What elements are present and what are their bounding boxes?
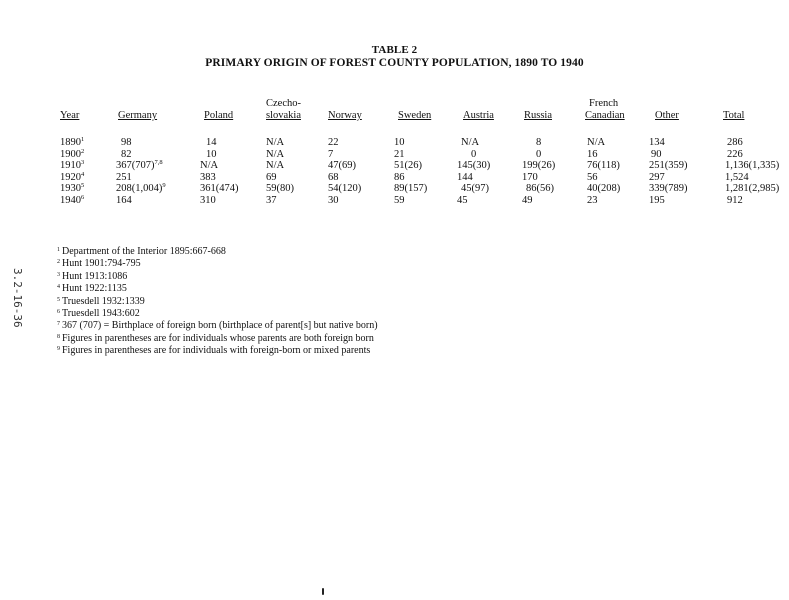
cell-austria: 45(97) (461, 183, 489, 195)
table-row (60, 137, 787, 149)
table-subtitle: PRIMARY ORIGIN OF FOREST COUNTY POPULATION, 1890 TO 1940 (205, 57, 584, 69)
cell-french-canadian: 76(118) (587, 160, 620, 172)
cell-sweden: 86 (394, 171, 405, 183)
cell-sweden: 51(26) (394, 160, 422, 172)
col-header-total: Total (723, 110, 745, 121)
cell-poland: 14 (206, 137, 217, 148)
cell-sweden: 21 (394, 148, 405, 160)
cell-germany: $367(707)^{7,8}$ (116, 159, 163, 172)
cell-french-canadian: N/A (587, 137, 606, 148)
margin-page-code: 3.2-16-36 (11, 268, 24, 328)
col-header-russia: Russia (524, 110, 553, 121)
cell-norway: 22 (328, 137, 339, 148)
cell-french-canadian: 16 (587, 148, 598, 160)
cell-other: 339(789) (649, 183, 688, 195)
scan-mark (322, 588, 324, 595)
table-header-row (60, 94, 787, 125)
cell-total: 1,281(2,985) (725, 183, 780, 195)
cell-austria: 45 (457, 194, 468, 206)
table-row (60, 195, 787, 207)
table-title: TABLE 2 (371, 44, 418, 56)
cell-total: 286 (727, 137, 743, 148)
cell-germany: 251 (116, 171, 132, 183)
cell-norway: 54(120) (328, 183, 362, 195)
germany-footnote-ref: 7,8 (154, 159, 163, 167)
footnote: $^7$ 367 (707) = Birthplace of foreign born (birthplace of parent[s] but native born) (57, 320, 378, 332)
cell-germany: 98 (121, 137, 132, 148)
footnote: $^9$ Figures in parentheses are for individuals with foreign-born or mixed parents (57, 345, 371, 357)
cell-french-canadian: 40(208) (587, 183, 621, 195)
cell-poland: 10 (206, 148, 217, 160)
footnote: $^3$ Hunt 1913:1086 (57, 270, 128, 282)
col-header-french-canadian: French Canadian (585, 98, 625, 121)
cell-norway: 47(69) (328, 160, 356, 172)
cell-poland: 310 (200, 194, 216, 206)
footnote: $^2$ Hunt 1901:794-795 (57, 258, 141, 270)
cell-czechoslovakia: N/A (266, 137, 285, 148)
cell-austria: N/A (461, 137, 480, 148)
cell-norway: 68 (328, 171, 339, 183)
row-year: 1940$^6$ (60, 193, 85, 206)
table-row (60, 172, 787, 184)
cell-russia: 0 (536, 148, 542, 160)
cell-sweden: 59 (394, 194, 405, 206)
cell-russia: 170 (522, 171, 538, 183)
row-year: 1900$^2$ (60, 147, 85, 160)
cell-austria: 144 (457, 171, 473, 183)
cell-total: 226 (727, 148, 743, 160)
cell-czechoslovakia: N/A (266, 160, 285, 172)
cell-sweden: 10 (394, 137, 405, 148)
footnote: $^5$ Truesdell 1932:1339 (57, 295, 145, 307)
cell-total: 1,524 (725, 171, 749, 183)
cell-french-canadian: 56 (587, 171, 598, 183)
cell-total: 1,136(1,335) (725, 160, 780, 172)
cell-czechoslovakia: 69 (266, 171, 277, 183)
germany-footnote-ref: 9 (162, 182, 166, 190)
population-table (60, 94, 787, 207)
table-heading (0, 44, 789, 70)
col-header-poland: Poland (204, 110, 234, 121)
cell-other: 90 (651, 148, 662, 160)
footnote: $^8$ Figures in parentheses are for individuals whose parents are both foreign born (57, 332, 374, 344)
footnote: $^1$ Department of the Interior 1895:667-668 (57, 246, 226, 257)
cell-other: 134 (649, 137, 665, 148)
cell-russia: 8 (536, 137, 542, 148)
cell-russia: 49 (522, 194, 533, 206)
row-year: 1920$^4$ (60, 170, 85, 183)
col-header-germany: Germany (118, 110, 158, 121)
cell-germany: $208(1,004)^9$ (116, 182, 166, 195)
table-row (60, 160, 787, 172)
cell-other: 195 (649, 194, 665, 206)
cell-poland: 383 (200, 171, 216, 183)
col-header-norway: Norway (328, 110, 362, 121)
cell-other: 251(359) (649, 160, 688, 172)
row-year: 1910$^3$ (60, 159, 85, 172)
footnote: $^4$ Hunt 1922:1135 (57, 283, 127, 295)
footnotes (57, 246, 378, 358)
col-header-austria: Austria (463, 110, 494, 121)
cell-french-canadian: 23 (587, 194, 598, 206)
cell-other: 297 (649, 171, 665, 183)
col-header-sweden: Sweden (398, 110, 432, 121)
row-year: 1930$^5$ (60, 182, 85, 195)
cell-austria: 0 (471, 148, 477, 160)
cell-czechoslovakia: 37 (266, 194, 277, 206)
cell-czechoslovakia: N/A (266, 148, 285, 160)
cell-russia: 86(56) (526, 183, 554, 195)
cell-russia: 199(26) (522, 160, 556, 172)
cell-sweden: 89(157) (394, 183, 428, 195)
cell-germany: 82 (121, 148, 132, 160)
cell-poland: N/A (200, 160, 219, 172)
cell-austria: 145(30) (457, 160, 491, 172)
cell-germany: 164 (116, 194, 132, 206)
col-header-year: Year (60, 110, 80, 121)
footnote: $^6$ Truesdell 1943:602 (57, 308, 140, 320)
cell-norway: 7 (328, 148, 334, 160)
table-row (60, 183, 787, 195)
cell-total: 912 (727, 194, 743, 206)
table-row (60, 149, 787, 161)
col-header-other: Other (655, 110, 679, 121)
cell-czechoslovakia: 59(80) (266, 183, 294, 195)
col-header-czechoslovakia: Czecho- slovakia (266, 98, 301, 121)
cell-norway: 30 (328, 194, 339, 206)
cell-poland: 361(474) (200, 183, 239, 195)
row-year: 1890$^1$ (60, 136, 85, 148)
